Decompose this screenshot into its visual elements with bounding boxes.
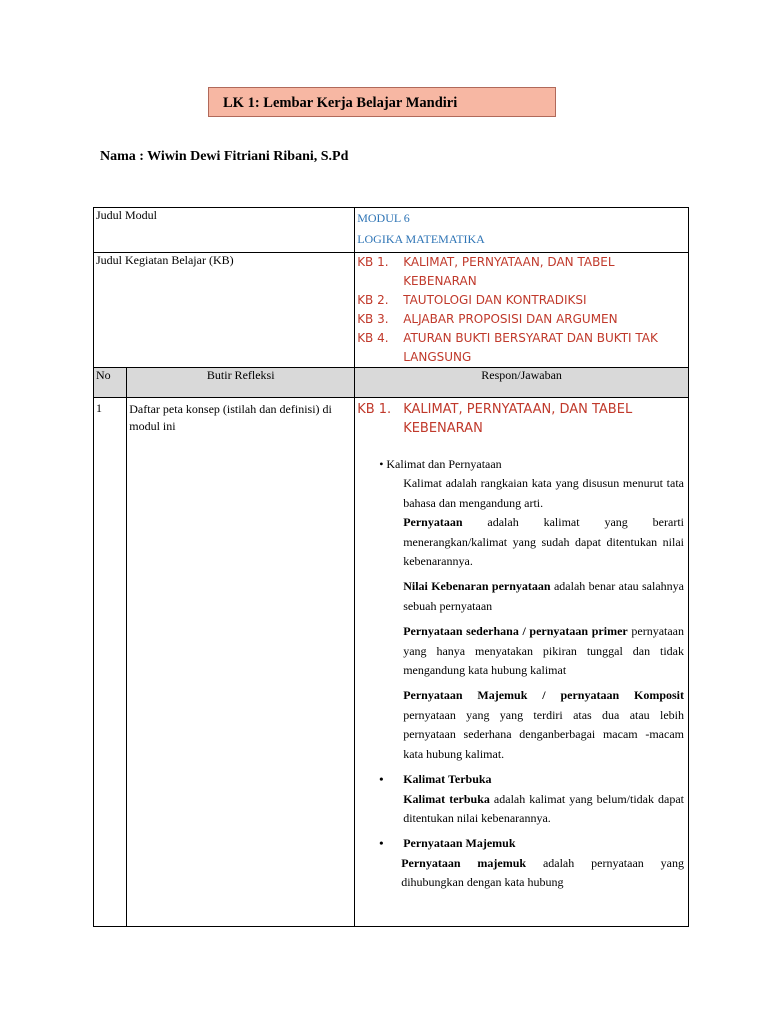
paragraph-majemuk-def — [357, 854, 686, 893]
term: Pernyataan — [403, 515, 463, 530]
table-row-judul-modul — [94, 208, 689, 253]
definition: pernyataan yang yang terdiri atas dua atau lebih pernyataan sederhana denganberbagai macam -macam kata hubung kalimat. — [403, 707, 684, 761]
header-butir: Butir Refleksi — [127, 368, 355, 398]
term: Pernyataan sederhana / pernyataan primer — [403, 624, 628, 639]
paragraph-nilai-kebenaran — [357, 577, 686, 616]
kb-text: KALIMAT, PERNYATAAN, DAN TABEL KEBENARAN — [403, 255, 615, 288]
row-response — [355, 398, 689, 927]
table-row — [94, 398, 689, 927]
kb-text: TAUTOLOGI DAN KONTRADIKSI — [403, 293, 587, 307]
bullet-kalimat-terbuka — [357, 770, 686, 789]
paragraph-pernyataan-sederhana — [357, 622, 686, 680]
row-number: 1 — [94, 398, 127, 927]
kb-list — [355, 253, 689, 368]
term: Pernyataan Majemuk / pernyataan Komposit — [403, 688, 684, 703]
bullet-kalimat-pernyataan: • Kalimat dan Pernyataan — [379, 457, 502, 471]
definition: adalah kalimat yang belum/tidak dapat ditentukan nilai kebenarannya. — [403, 791, 684, 825]
judul-modul-label: Judul Modul — [94, 208, 355, 253]
kb-number: KB 1. — [357, 402, 392, 417]
paragraph-pernyataan-majemuk — [357, 686, 686, 764]
table-row-kegiatan — [94, 253, 689, 368]
bullet-label: Kalimat Terbuka — [403, 772, 492, 787]
term: Pernyataan majemuk — [401, 855, 527, 870]
paragraph-pernyataan — [357, 513, 686, 571]
table-header-row — [94, 368, 689, 398]
kb-text: KALIMAT, PERNYATAAN, DAN TABEL KEBENARAN — [403, 402, 633, 436]
modul-name: LOGIKA MATEMATIKA — [357, 232, 485, 246]
worksheet-table — [93, 207, 689, 927]
worksheet-title: LK 1: Lembar Kerja Belajar Mandiri — [208, 87, 556, 117]
header-no: No — [94, 368, 127, 398]
kb-number: KB 3. — [357, 312, 389, 326]
kb-number: KB 2. — [357, 293, 389, 307]
bullet-pernyataan-majemuk — [357, 834, 686, 853]
kb-item — [357, 291, 686, 310]
term: Nilai Kebenaran pernyataan — [403, 579, 551, 594]
header-respon: Respon/Jawaban — [355, 368, 689, 398]
kb-item — [357, 310, 686, 329]
modul-title-cell — [355, 208, 689, 253]
bullet-icon: • — [379, 836, 384, 851]
author-name: Nama : Wiwin Dewi Fitriani Ribani, S.Pd — [100, 149, 349, 164]
term: Kalimat terbuka — [403, 791, 490, 806]
definition: adalah pernyataan yang dihubungkan dengan kata hubung — [401, 855, 684, 890]
row-butir: Daftar peta konsep (istilah dan definisi) di modul ini — [127, 398, 355, 927]
kb-number: KB 4. — [357, 331, 389, 345]
paragraph-kalimat-terbuka — [357, 790, 686, 829]
kb-number: KB 1. — [357, 255, 389, 269]
modul-number: MODUL 6 — [357, 211, 410, 225]
definition: pernyataan yang hanya menyatakan pikiran tunggal dan tidak mengandung kata hubung kalimat — [403, 624, 685, 678]
kb-item — [357, 400, 686, 438]
kb-item — [357, 253, 686, 291]
kb-item — [357, 329, 686, 367]
bullet-icon: • — [379, 772, 384, 787]
bullet-label: Pernyataan Majemuk — [403, 836, 516, 851]
definition: adalah benar atau salahnya sebuah pernyataan — [403, 579, 684, 613]
definition: adalah kalimat yang berarti menerangkan/kalimat yang sudah dapat ditentukan nilai kebenarannya. — [403, 515, 684, 569]
paragraph-kalimat: Kalimat adalah rangkaian kata yang disusun menurut tata bahasa dan mengandung arti. — [403, 476, 684, 510]
kb-text: ATURAN BUKTI BERSYARAT DAN BUKTI TAK LANGSUNG — [403, 331, 658, 364]
kegiatan-label: Judul Kegiatan Belajar (KB) — [94, 253, 355, 368]
kb-text: ALJABAR PROPOSISI DAN ARGUMEN — [403, 312, 618, 326]
